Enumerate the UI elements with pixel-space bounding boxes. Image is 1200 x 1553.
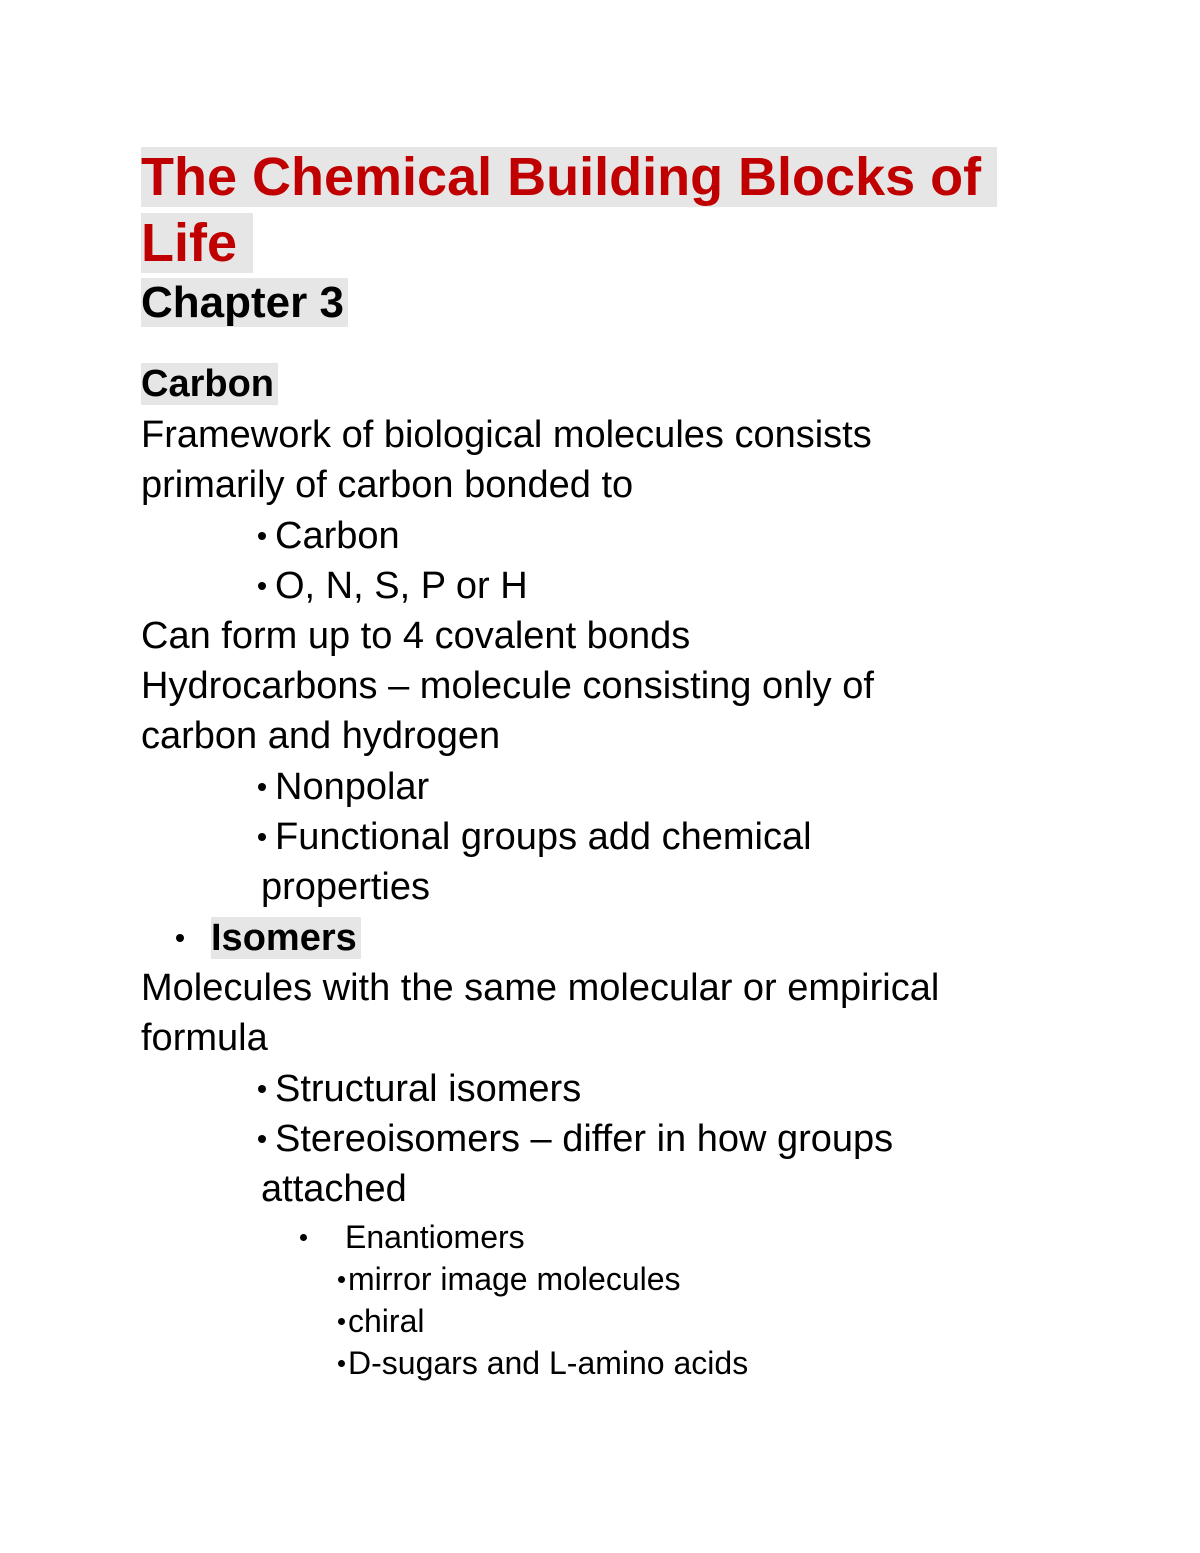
list-item: mirror image molecules: [338, 1258, 681, 1300]
bullet-icon: [258, 833, 266, 841]
list-item: Nonpolar: [258, 762, 429, 812]
bullet-icon: [258, 582, 266, 590]
list-item-continuation: attached: [261, 1168, 407, 1210]
bullet-icon: [338, 1318, 345, 1325]
document-title-line1: The Chemical Building Blocks of: [141, 144, 997, 210]
list-item: D-sugars and L-amino acids: [338, 1342, 748, 1384]
paragraph-line: primarily of carbon bonded to: [141, 464, 634, 506]
list-item: Enantiomers: [300, 1216, 525, 1258]
bullet-icon: [258, 1085, 266, 1093]
paragraph-line: Molecules with the same molecular or empirical: [141, 967, 940, 1009]
bullet-icon: [258, 532, 266, 540]
list-item: chiral: [338, 1300, 424, 1342]
list-item: Structural isomers: [258, 1064, 581, 1114]
list-item: Functional groups add chemical: [258, 812, 812, 862]
bullet-icon: [338, 1360, 345, 1367]
bullet-icon: [176, 934, 184, 942]
paragraph-line: formula: [141, 1017, 268, 1059]
list-item-continuation: properties: [261, 866, 430, 908]
document-title-line2: Life: [141, 210, 253, 276]
bullet-icon: [258, 783, 266, 791]
paragraph-line: Can form up to 4 covalent bonds: [141, 615, 691, 657]
chapter-heading: Chapter 3: [141, 274, 348, 332]
section-heading-isomers: Isomers: [176, 913, 361, 963]
paragraph-line: Hydrocarbons – molecule consisting only of: [141, 665, 874, 707]
section-heading-carbon: Carbon: [141, 359, 278, 409]
paragraph-line: Framework of biological molecules consists: [141, 414, 872, 456]
list-item: Carbon: [258, 511, 400, 561]
list-item: Stereoisomers – differ in how groups: [258, 1114, 893, 1164]
bullet-icon: [300, 1234, 307, 1241]
bullet-icon: [258, 1135, 266, 1143]
list-item: O, N, S, P or H: [258, 561, 528, 611]
paragraph-line: carbon and hydrogen: [141, 715, 501, 757]
bullet-icon: [338, 1276, 345, 1283]
